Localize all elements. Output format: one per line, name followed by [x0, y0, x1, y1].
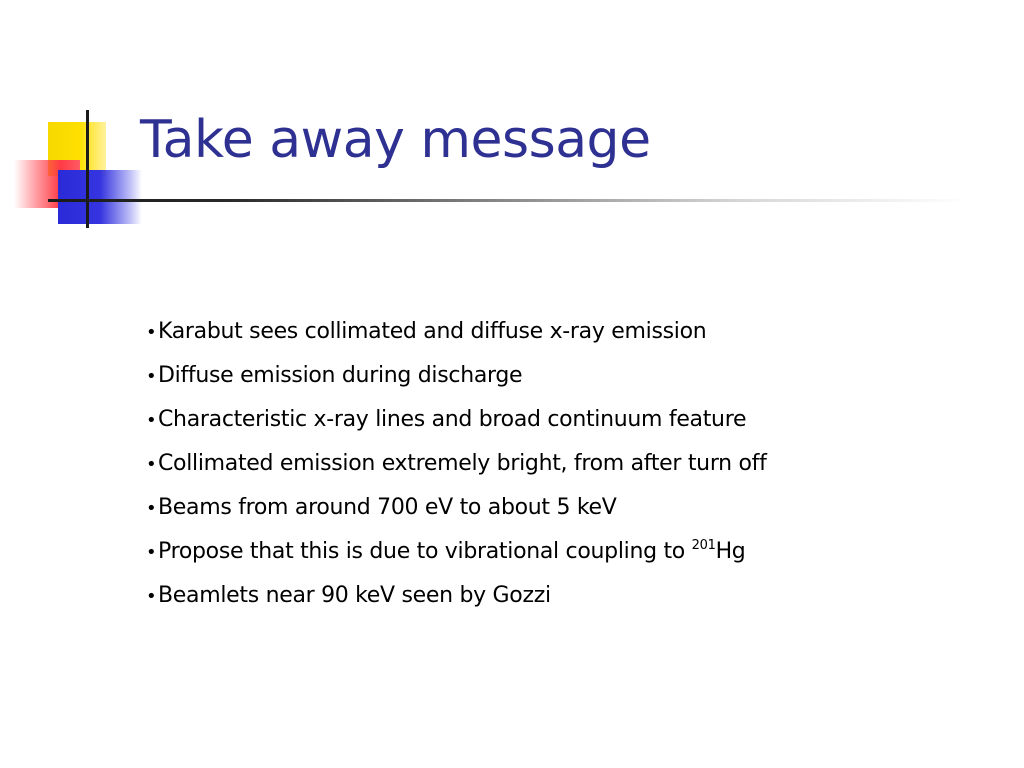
bullet-marker: •	[146, 586, 157, 607]
bullet-text: Karabut sees collimated and diffuse x-ray emission	[158, 319, 707, 344]
bullet-text: Collimated emission extremely bright, from after turn off	[158, 451, 767, 476]
bullet-item	[146, 442, 767, 486]
element-symbol: Hg	[715, 539, 746, 564]
bullet-item	[146, 398, 767, 442]
slide-logo-decoration	[0, 0, 160, 240]
bullet-text: Beamlets near 90 keV seen by Gozzi	[158, 583, 551, 608]
isotope-superscript: 201	[691, 538, 716, 553]
bullet-marker: •	[146, 366, 157, 387]
bullet-text: Diffuse emission during discharge	[158, 363, 523, 388]
bullet-marker: •	[146, 542, 157, 563]
vertical-line-decoration	[86, 110, 89, 228]
bullet-text: Characteristic x-ray lines and broad continuum feature	[158, 407, 747, 432]
bullet-item	[146, 354, 767, 398]
bullet-item	[146, 530, 767, 574]
bullet-item	[146, 310, 767, 354]
slide-title: Take away message	[140, 110, 651, 170]
bullet-item	[146, 574, 767, 618]
bullet-marker: •	[146, 410, 157, 431]
bullet-list	[146, 310, 767, 618]
bullet-text: Beams from around 700 eV to about 5 keV	[158, 495, 617, 520]
blue-square-decoration	[58, 170, 142, 224]
title-underline	[48, 199, 968, 202]
bullet-marker: •	[146, 454, 157, 475]
bullet-marker: •	[146, 498, 157, 519]
bullet-marker: •	[146, 322, 157, 343]
bullet-text: Propose that this is due to vibrational coupling to	[158, 539, 692, 564]
bullet-item	[146, 486, 767, 530]
